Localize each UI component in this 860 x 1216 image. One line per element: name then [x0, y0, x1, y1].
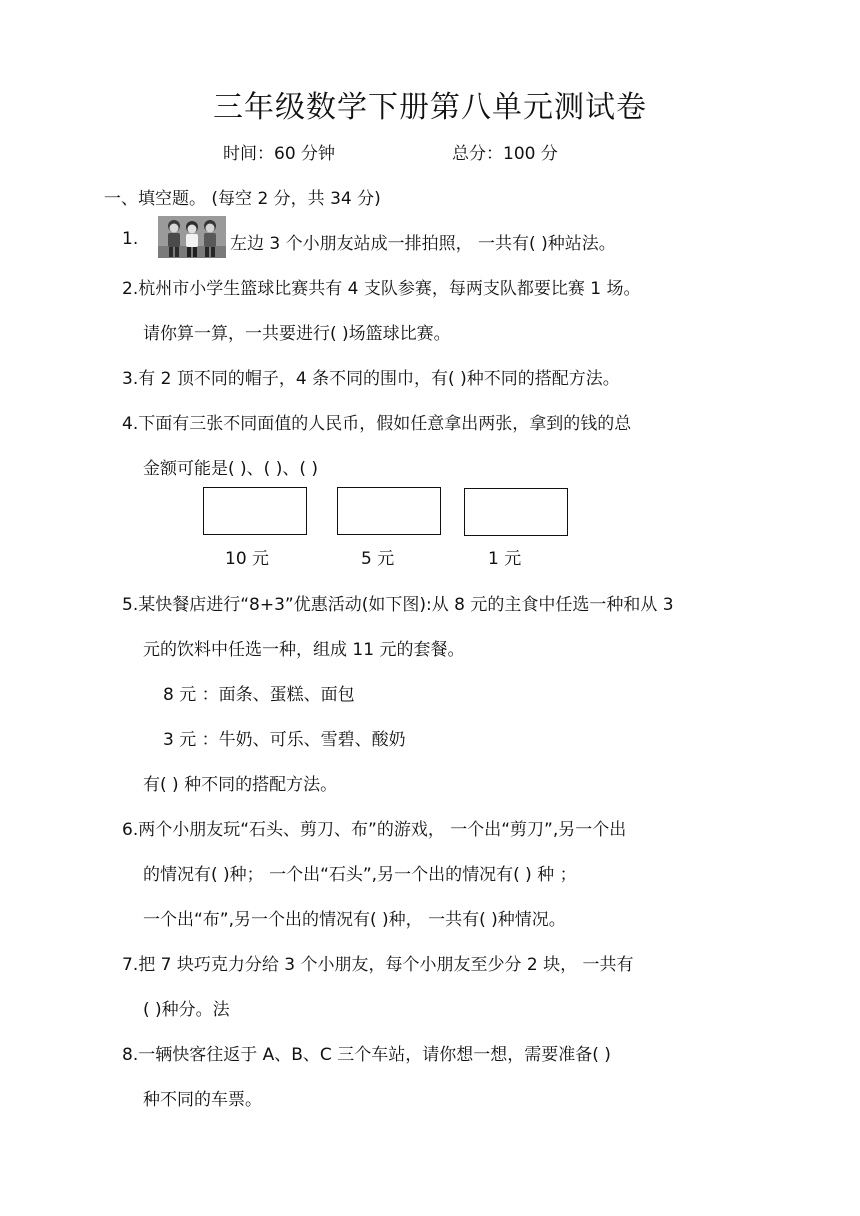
- exam-total-score: 总分：100 分: [452, 144, 558, 164]
- banknote-1-label: 1 元: [488, 549, 522, 569]
- banknote-1-box: [464, 488, 568, 536]
- q3-line1: 3.有 2 顶不同的帽子，4 条不同的围巾，有( )种不同的搭配方法。: [122, 369, 620, 389]
- q1-number: 1.: [122, 229, 139, 249]
- banknote-10-box: [203, 487, 307, 535]
- q2-line2: 请你算一算，一共要进行( )场篮球比赛。: [143, 324, 451, 344]
- banknote-10-label: 10 元: [225, 549, 270, 569]
- q6-line3: 一个出“布”,另一个出的情况有( )种， 一共有( )种情况。: [143, 910, 566, 930]
- q5-menu-main: 8 元 ：面条、蛋糕、面包: [163, 685, 355, 705]
- q7-line2: ( )种分。法: [143, 1000, 230, 1020]
- children-photo: [158, 216, 226, 258]
- q5-menu-drinks: 3 元 ：牛奶、可乐、雪碧、酸奶: [163, 730, 406, 750]
- q6-line2: 的情况有( )种； 一个出“石头”,另一个出的情况有( ) 种 ；: [143, 865, 577, 885]
- q4-line2: 金额可能是( )、( )、( ): [143, 459, 319, 479]
- q6-line1: 6.两个小朋友玩“石头、剪刀、布”的游戏， 一个出“剪刀”,另一个出: [122, 820, 627, 840]
- q8-line2: 种不同的车票。: [143, 1090, 262, 1110]
- q5-answer-line: 有( ) 种不同的搭配方法。: [143, 775, 338, 795]
- q8-line1: 8.一辆快客往返于 A、B、C 三个车站，请你想一想，需要准备( ): [122, 1045, 611, 1065]
- page-title: 三年级数学下册第八单元测试卷: [213, 90, 647, 125]
- q7-line1: 7.把 7 块巧克力分给 3 个小朋友，每个小朋友至少分 2 块， 一共有: [122, 955, 634, 975]
- q1-text: 左边 3 个小朋友站成一排拍照， 一共有( )种站法。: [230, 234, 616, 254]
- section-heading: 一、填空题。 (每空 2 分，共 34 分): [104, 189, 381, 209]
- exam-time: 时间：60 分钟: [223, 144, 336, 164]
- q5-line2: 元的饮料中任选一种，组成 11 元的套餐。: [143, 640, 465, 660]
- q2-line1: 2.杭州市小学生篮球比赛共有 4 支队参赛，每两支队都要比赛 1 场。: [122, 279, 641, 299]
- banknote-5-box: [337, 487, 441, 535]
- q4-line1: 4.下面有三张不同面值的人民币，假如任意拿出两张，拿到的钱的总: [122, 414, 632, 434]
- banknote-5-label: 5 元: [361, 549, 395, 569]
- q5-line1: 5.某快餐店进行“8+3”优惠活动(如下图):从 8 元的主食中任选一种和从 3: [122, 595, 674, 615]
